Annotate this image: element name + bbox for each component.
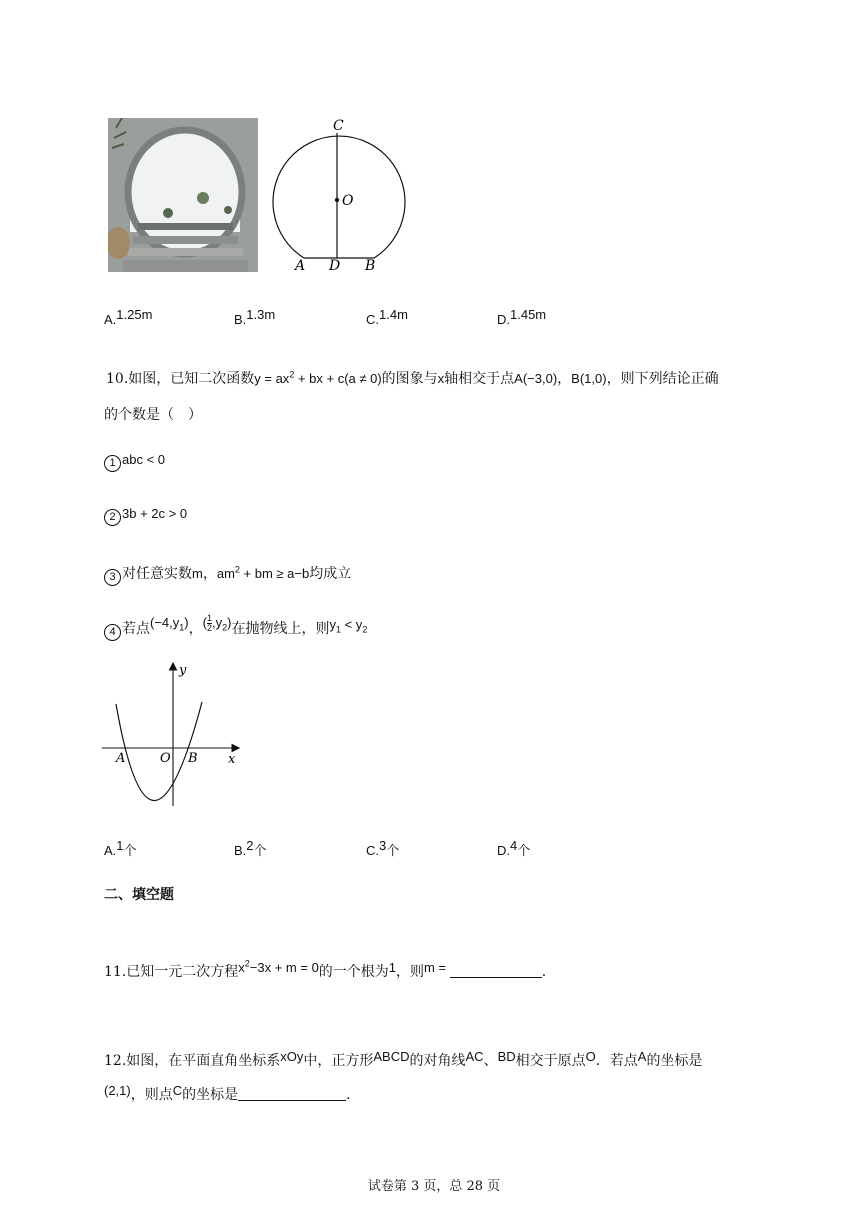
axis-label-x: x: [228, 752, 236, 767]
q11-answer-blank[interactable]: [450, 963, 542, 978]
q9-option-c[interactable]: C.1.4m: [366, 307, 408, 327]
q9-option-d[interactable]: D.1.45m: [497, 307, 547, 327]
q10-statement-1: 1 abc < 0: [104, 452, 165, 472]
q11-text: 11.已知一元二次方程$x^2-3x + m = 0$的一个根为1，则m = .: [104, 958, 547, 980]
label-c: C: [333, 118, 344, 134]
moon-gate-photo: [108, 118, 258, 272]
label-o: O: [342, 193, 354, 209]
circled-number-4: 4: [104, 624, 121, 641]
q10-option-d[interactable]: D.4个: [497, 838, 531, 859]
center-point: [335, 198, 339, 202]
circle-diagram: [262, 112, 422, 277]
label-b: B: [365, 258, 376, 274]
circle-arc: [273, 136, 405, 258]
q9-option-a[interactable]: A.1.25m: [104, 307, 153, 327]
q10-statement-3: 3 对任意实数m，$am^2$ + bm ≥ a−b均成立: [104, 563, 351, 586]
section-heading: 二、填空题: [104, 887, 174, 903]
circled-number-3: 3: [104, 569, 121, 586]
point-label-a: A: [116, 751, 126, 766]
q12-line2: (2,1)，则点C的坐标是 .: [104, 1083, 351, 1103]
axis-label-y: y: [179, 663, 187, 678]
q12-line1: 12.如图，在平面直角坐标系xOy中，正方形ABCD的对角线AC、BD相交于原点O．若点A的坐标是: [104, 1049, 703, 1069]
q10-statement-4: 4 若点$(-4,y_1)$，( $\frac{1}{2}$ $,y_2$)在抛物线上，则$y_1 < y_2$: [104, 618, 367, 641]
q10-option-b[interactable]: B.2个: [234, 838, 267, 859]
point-label-o: O: [160, 751, 171, 766]
point-label-b: B: [188, 751, 198, 766]
label-a: A: [295, 258, 306, 274]
q12-answer-blank[interactable]: [238, 1086, 346, 1101]
q10-option-c[interactable]: C.3个: [366, 838, 400, 859]
moon-gate-photo-image: [108, 118, 258, 272]
q10-line2: 的个数是（ ）: [104, 407, 202, 423]
q10-line1: 10.如图，已知二次函数$y = ax^2$ + bx + c(a ≠ 0)的图象与x轴相交于点A(−3,0)，B(1,0)，则下列结论正确: [106, 369, 719, 387]
q10-statement-2: 2 3b + 2c > 0: [104, 506, 187, 526]
label-d: D: [329, 258, 341, 274]
q9-option-b[interactable]: B.1.3m: [234, 307, 276, 327]
circled-number-1: 1: [104, 455, 121, 472]
circled-number-2: 2: [104, 509, 121, 526]
page-footer: 试卷第 3 页，总 28 页: [367, 1179, 501, 1194]
parabola-graph: [100, 660, 245, 810]
q10-option-a[interactable]: A.1个: [104, 838, 137, 859]
